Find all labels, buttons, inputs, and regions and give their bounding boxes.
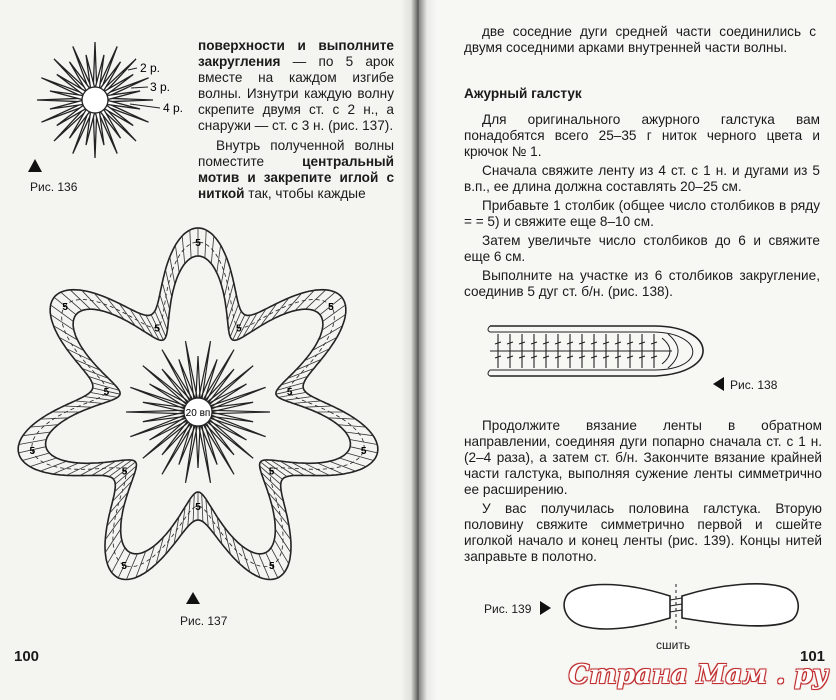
fig138-caption: Рис. 138: [730, 378, 778, 392]
figure-138-ribbon: [486, 300, 722, 390]
fig139-sew-label: сшить: [656, 638, 691, 652]
left-column-text: [198, 38, 394, 202]
right-middle-text: [464, 112, 820, 300]
fig137-caption: Рис. 137: [180, 614, 228, 628]
right-low-paragraph-1: Продолжите вязание ленты в обратном направлении, соединяя дуги попарно сначала ст. с 1 н. (2–4 раза), а затем ст. б/н. Закончите вязание крайней части галстука, выполняя сужение ленты симметрично ее расширению.: [464, 418, 822, 497]
page-number-left: 100: [14, 648, 40, 665]
fig136-label-3r: 3 р.: [150, 80, 171, 94]
book-gutter-shadow: [400, 0, 436, 700]
figure-137-wave-doily: [8, 226, 400, 608]
fig138-arrow: [712, 376, 726, 392]
right-mid-paragraph-5: Выполните на участке из 6 столбиков закругление, соединив 5 дуг ст. б/н. (рис. 138).: [464, 268, 820, 299]
fig137-loop-label: 5: [360, 445, 367, 457]
right-mid-paragraph-3: Прибавьте 1 столбик (общее число столбиков в ряду = = 5) и свяжите еще 8–10 см.: [464, 198, 820, 229]
page-number-right: 101: [800, 648, 826, 665]
fig137-loop-label: 5: [269, 561, 275, 573]
left-paragraph-2: [198, 138, 394, 202]
fig139-caption: Рис. 139: [484, 602, 532, 616]
right-top-paragraph: две соседние дуги средней части соединились с двумя соседними арками внутренней части волны.: [464, 24, 816, 55]
fig137-loop-label: 5: [268, 466, 275, 478]
left-p1-text: — по 5 арок вместе на каждом изгибе волны. Изнутри каждую волну скрепите двумя ст. с 2 н., а снаружи — ст. с 3 н. (рис. 137).: [198, 54, 394, 133]
figure-136-star-motif: [10, 28, 195, 178]
fig137-loop-label: 5: [154, 323, 160, 335]
fig137-loop-label: 5: [29, 445, 36, 457]
site-watermark: Страна Мам . ру: [568, 660, 828, 690]
fig137-loop-label: 5: [195, 502, 201, 513]
left-p1-bold: поверхности и выполните закругления: [198, 38, 394, 69]
fig137-loop-label: 5: [121, 466, 128, 478]
right-top-text: [464, 24, 816, 56]
fig136-label-4r: 4 р.: [163, 101, 184, 115]
right-mid-paragraph-4: Затем увеличьте число столбиков до 6 и свяжите еще 6 см.: [464, 233, 820, 264]
fig137-loop-label: 5: [121, 561, 127, 573]
fig137-loop-label: 5: [286, 387, 293, 399]
fig137-loop-label: 5: [328, 302, 334, 313]
right-lower-text: [464, 418, 822, 565]
fig137-loop-label: 5: [62, 302, 68, 313]
left-p2-text-a: Внутрь полученной волны поместите: [198, 138, 394, 169]
fig136-caption: Рис. 136: [30, 180, 78, 194]
fig139-arrow: [538, 600, 552, 616]
left-paragraph-1: [198, 38, 394, 134]
right-mid-paragraph-2: Сначала свяжите ленту из 4 ст. с 1 н. и дугами из 5 в.п., ее длина должна составлять 20–25 см.: [464, 163, 820, 194]
fig137-loop-label: 5: [195, 238, 201, 249]
fig136-label-2r: 2 р.: [140, 61, 161, 75]
fig137-center-label: 20 вп: [185, 408, 211, 419]
right-low-paragraph-2: У вас получилась половина галстука. Вторую половину свяжите симметрично первой и сшейте иголкой начало и конец ленты (рис. 139). Концы нитей заправьте в полотно.: [464, 501, 822, 564]
left-p2-text-b: так, чтобы каждые: [244, 186, 366, 201]
fig137-loop-label: 5: [103, 387, 110, 399]
right-mid-paragraph-1: Для оригинального ажурного галстука вам понадобятся всего 25–35 г ниток черного цвета и крючок № 1.: [464, 112, 820, 159]
left-p2-bold: центральный мотив и закрепите иглой с ниткой: [198, 154, 394, 201]
section-heading: Ажурный галстук: [464, 86, 582, 101]
fig137-loop-label: 5: [236, 323, 242, 335]
